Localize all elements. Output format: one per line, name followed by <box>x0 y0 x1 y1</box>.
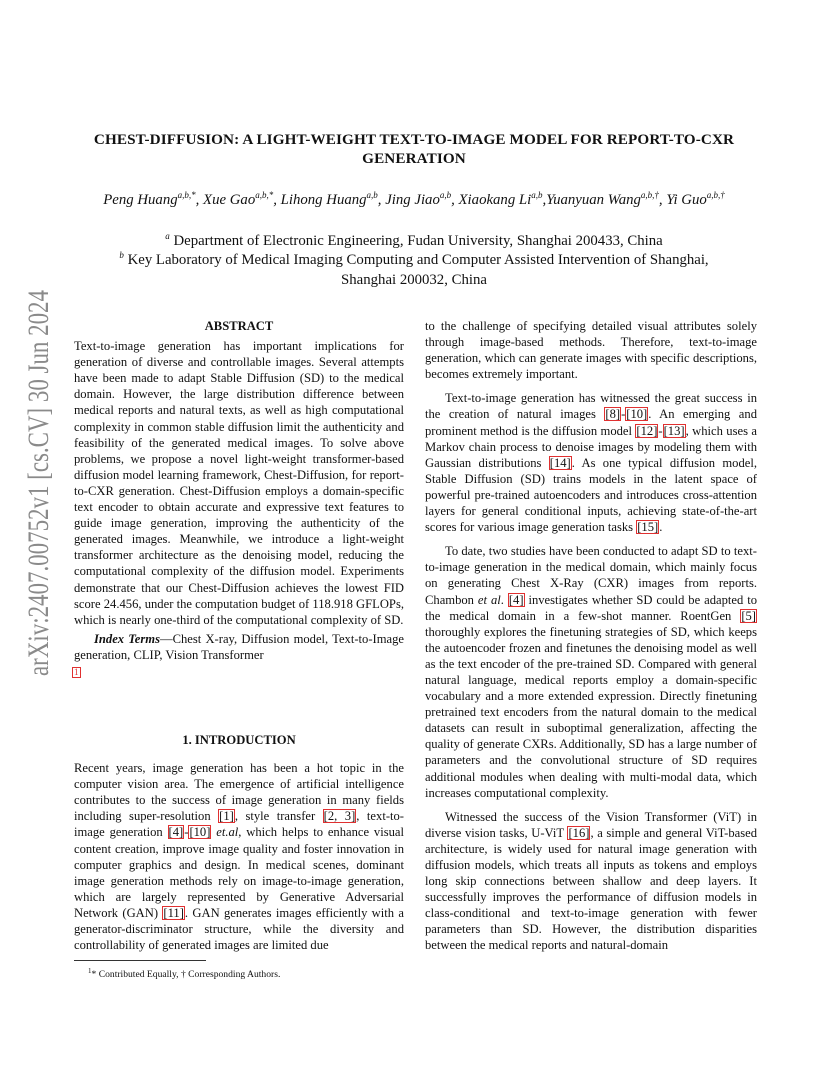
citation-link[interactable]: [4] <box>168 825 184 840</box>
citation-link[interactable]: [2, 3] <box>323 809 356 824</box>
citation-link[interactable]: [14] <box>549 455 571 470</box>
citation-link[interactable]: [11] <box>163 905 184 920</box>
affiliation-b: $^b$ Key Laboratory of Medical Imaging Computing and Computer Assisted Intervention of Shanghai, Shanghai 200032, China <box>119 250 709 288</box>
introduction-heading: 1. INTRODUCTION <box>182 733 296 747</box>
introduction-section <box>74 732 404 953</box>
right-paragraph-1: Text-to-image generation has witnessed the great success in the creation of natural images [8]-[10]. An emerging and prominent method is the diffusion model [12]-[13], which uses a Markov chain process to denoise images by modeling them with Gaussian distributions [14]. As one typical diffusion model, Stable Diffusion (SD) trains models in the latent space of powerful pre-trained autoencoders and introduces cross-attention layers for general conditional inputs, achieving state-of-the-art scores for various image generation tasks [15]. <box>425 391 757 535</box>
arxiv-stamp-text: arXiv:2407.00752v1 [cs.CV] 30 Jun 2024 <box>22 288 55 676</box>
citation-link[interactable]: [15] <box>637 520 659 535</box>
citation-link[interactable]: [1] <box>219 809 234 824</box>
arxiv-stamp <box>14 288 58 676</box>
author: Xiaokang Li$^{a,b}$ <box>458 190 543 208</box>
author-list: Peng Huang$^{a,b,*}$, Xue Gao$^{a,b,*}$, Lihong Huang$^{a,b}$, Jing Jiao$^{a,b}$, Xiaokang Li$^{a,b}$,Yuanyuan Wang$^{a,b,\dagger}$, Yi Guo$^{a,b,\dagger}$ <box>103 190 725 208</box>
citation-link[interactable]: [10] <box>189 825 211 840</box>
author: Yi Guo$^{a,b,\dagger}$ <box>666 190 725 208</box>
right-column <box>425 318 757 954</box>
right-paragraph-3: Witnessed the success of the Vision Transformer (ViT) in diverse vision tasks, U-ViT [16], a simple and general ViT-based architecture, is widely used for natural image generation with diffusion models, which treats all inputs as tokens and employs long skip connections between shallow and deep layers. It successfully improves the performance of diffusion models in class-conditional and text-to-image generation with fewer parameters than SD. However, the distribution disparities between the medical reports and natural-domain <box>425 809 757 953</box>
citation-link[interactable]: [12] <box>636 423 658 438</box>
citation-link[interactable]: [5] <box>741 608 756 623</box>
footnote-marker[interactable]: 1 <box>74 666 79 677</box>
intro-paragraph: Recent years, image generation has been a hot topic in the computer vision area. The emergence of artificial intelligence contributes to the success of image generation in many fields including super-resolution [1], style transfer [2, 3], text-to-image generation [4]-[10] et.al, which helps to enhance visual content creation, improve image quality and foster innovation in computer graphics and design. In medical scenes, dominant image generation methods rely on image-to-image generation, which are largely represented by Generative Adversarial Network (GAN) [11]. GAN generates images efficiently with a generator-discriminator structure, while the diversity and controllability of generated images are limited due <box>74 761 404 953</box>
author: Jing Jiao$^{a,b}$ <box>385 190 452 208</box>
citation-link[interactable]: [10] <box>626 407 648 422</box>
paper-title <box>60 130 768 168</box>
index-terms: Index Terms—Chest X-ray, Diffusion model, Text-to-Image generation, CLIP, Vision Transformer <box>74 631 404 662</box>
footnote-rule <box>74 960 206 961</box>
footnote: $^1$* Contributed Equally, † Corresponding Authors. <box>88 967 281 981</box>
right-paragraph-2: To date, two studies have been conducted to adapt SD to text-to-image generation in the medical domain, which mainly focus on generating Chest X-Ray (CXR) images from reports. Chambon et al. [4] investigates whether SD could be adapted to the medical domain in a few-shot manner. RoentGen [5] thoroughly explores the finetuning strategies of SD, which keeps the autoencoder frozen and finetunes the denoising model as well as the text encoder of the pre-trained SD. Compared with general natural language, medical reports employ a domain-specific vocabulary and a more extended expression. Directly finetuning pretrained text encoders from the natural domain to the medical datasets can result in suboptimal generalization, affecting the quality of generate CXRs. Additionally, SD has a large number of parameters and the convolutional structure of SD requires additional modules when dealing with multi-modal data, which increases computational complexity. <box>425 544 758 800</box>
citation-link[interactable]: [16] <box>568 825 590 840</box>
author: Xue Gao$^{a,b,*}$ <box>203 190 274 208</box>
citation-link[interactable]: [13] <box>663 423 685 438</box>
right-paragraph-0: to the challenge of specifying detailed visual attributes solely through image-based methods. Therefore, text-to-image generation, which can generate images with specific descriptions, becomes extremely important. <box>425 319 757 382</box>
author: Lihong Huang$^{a,b}$ <box>280 190 378 208</box>
author: Peng Huang$^{a,b,*}$ <box>103 190 196 208</box>
affiliation-a: $^a$ Department of Electronic Engineering, Fudan University, Shanghai 200433, China <box>165 231 663 249</box>
author: Yuanyuan Wang$^{a,b,\dagger}$ <box>546 190 659 208</box>
abstract-body: Text-to-image generation has important implications for generation of diverse and controllable images. Several attempts have been made to adapt Stable Diffusion (SD) to the medical domain. However, the large distribution difference between medical reports and natural texts, as well as high computational complexity in common stable diffusion limit the authenticity and feasibility of the generated medical images. To solve above problems, we propose a novel light-weight transformer-based diffusion model learning framework, Chest-Diffusion, for report-to-CXR generation. Chest-Diffusion employs a domain-specific text encoder to obtain accurate and expressive text features to guide image generation, improving the authenticity of the generated images. Meanwhile, we introduce a light-weight transformer architecture as the denoising model, reducing the computational complexity of the diffusion model. Experiments demonstrate that our Chest-Diffusion achieves the lowest FID score 24.456, under the computation budget of 118.918 GFLOPs, which is nearly one-third of the computational complexity of SD. <box>74 339 404 627</box>
abstract-heading: ABSTRACT <box>204 319 274 333</box>
title-line-2: GENERATION <box>362 150 466 167</box>
abstract-section <box>74 318 404 679</box>
title-line-1: CHEST-DIFFUSION: A LIGHT-WEIGHT TEXT-TO-IMAGE MODEL FOR REPORT-TO-CXR <box>93 131 735 148</box>
citation-link[interactable]: [8] <box>605 407 621 422</box>
citation-link[interactable]: [4] <box>508 592 524 607</box>
